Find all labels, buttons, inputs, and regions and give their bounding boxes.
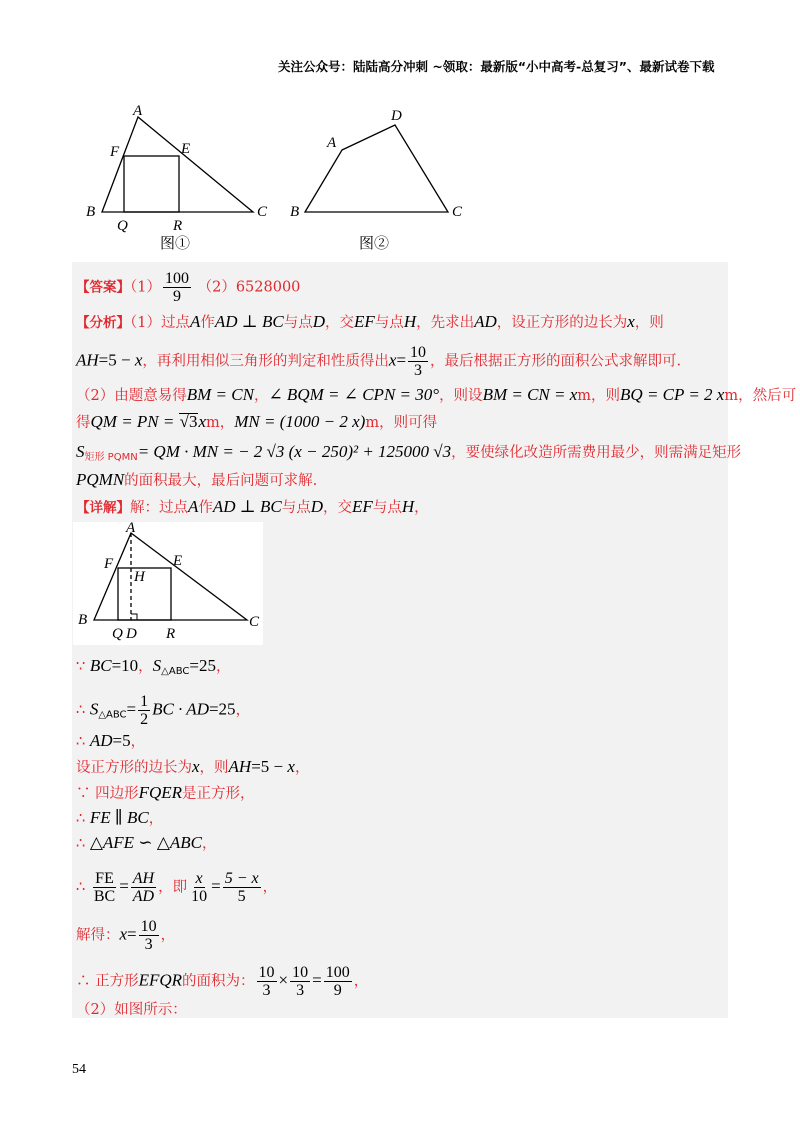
label-q: Q [117, 218, 128, 234]
analysis-line-6: PQMN的面积最大，最后问题可求解. [76, 470, 318, 489]
label-c: C [249, 614, 260, 630]
label-q: Q [112, 626, 123, 642]
label-b: B [290, 204, 300, 220]
right-angle-mark [131, 614, 137, 620]
label-c: C [257, 204, 268, 220]
detail-step-11: （2）如图所示： [76, 1002, 187, 1018]
page-number: 54 [72, 1062, 86, 1077]
label-b: B [78, 612, 88, 628]
answer-line: 【答案】（1） $\frac{100}{9}$ （2）6528000 [76, 270, 301, 305]
detail-step-3: ∴ AD=5， [76, 731, 146, 750]
triangle-abc [102, 117, 253, 212]
label-e: E [173, 553, 183, 569]
label-a: A [126, 522, 136, 536]
page-header: 关注公众号：陆陆高分冲刺 ~领取：最新版“小中高考-总复习”、最新试卷下载 [278, 59, 715, 74]
detail-step-2: ∴ $S_{\triangle ABC}=$ $\frac{1}{2}$ BC · AD=25， [76, 693, 251, 728]
detail-step-7: ∴ △AFE ∽ △ABC， [76, 833, 217, 852]
detail-step-9: 解得：x= $\frac{10}{3}$ ， [76, 918, 176, 953]
detail-line-1: 【详解】解：过点A作AD ⊥ BC与点D，交EF与点H， [76, 497, 429, 516]
analysis-line-3: （2）由题意易得BM = CN，∠ BQM = ∠ CPN = 30°，则设BM = CN = xm，则BQ = CP = 2 xm，然后可 [76, 385, 797, 404]
analysis-line-1: 【分析】（1）过点A作AD ⊥ BC与点D，交EF与点H，先求出AD，设正方形的边长为x，则 [76, 312, 664, 331]
detail-step-1: ∵ BC=10，$S_{\triangle ABC}=25$， [76, 656, 231, 677]
figure-3 [73, 522, 263, 645]
label-r: R [166, 626, 176, 642]
label-r: R [173, 218, 183, 234]
label-h: H [134, 569, 145, 585]
analysis-line-2: AH=5 − x，再利用相似三角形的判定和性质得出x= $\frac{10}{3}$ ，最后根据正方形的面积公式求解即可. [76, 344, 682, 379]
label-a: A [133, 105, 143, 119]
label-b: B [86, 204, 96, 220]
figure-1 [80, 105, 280, 255]
label-d: D [391, 108, 402, 124]
detail-step-8: ∴ $\frac{FE}{BC}$ = $\frac{AH}{AD}$ ，即 $\frac{x}{10}$ = $\frac{5 - x}{5}$ ， [76, 870, 278, 905]
detail-step-10: ∴ 正方形EFQR的面积为： $\frac{10}{3}$ × $\frac{10}{3}$ = $\frac{100}{9}$ ， [76, 964, 369, 999]
label-e: E [181, 141, 191, 157]
square-fqer [124, 156, 179, 212]
detail-step-5: ∵ 四边形FQER是正方形， [76, 783, 255, 802]
label-a: A [327, 135, 337, 151]
label-c: C [452, 204, 463, 220]
figure-2 [285, 105, 475, 255]
detail-step-6: ∴ FE ∥ BC， [76, 808, 164, 827]
label-f: F [110, 144, 120, 160]
detail-step-4: 设正方形的边长为x，则AH=5 − x， [76, 757, 310, 776]
analysis-line-4: 得QM = PN = √3xm，MN = (1000 − 2 x)m，则可得 [76, 412, 438, 431]
label-f: F [104, 556, 114, 572]
analysis-line-5: $S_{矩形 PQMN}=$ QM · MN = − 2 √3 (x − 250)² + 125000 √3，要使绿化改造所需费用最少，则需满足矩形 [76, 442, 742, 463]
figure-2-caption: 图② [359, 236, 390, 252]
label-d: D [126, 626, 137, 642]
figure-1-caption: 图① [160, 236, 191, 252]
